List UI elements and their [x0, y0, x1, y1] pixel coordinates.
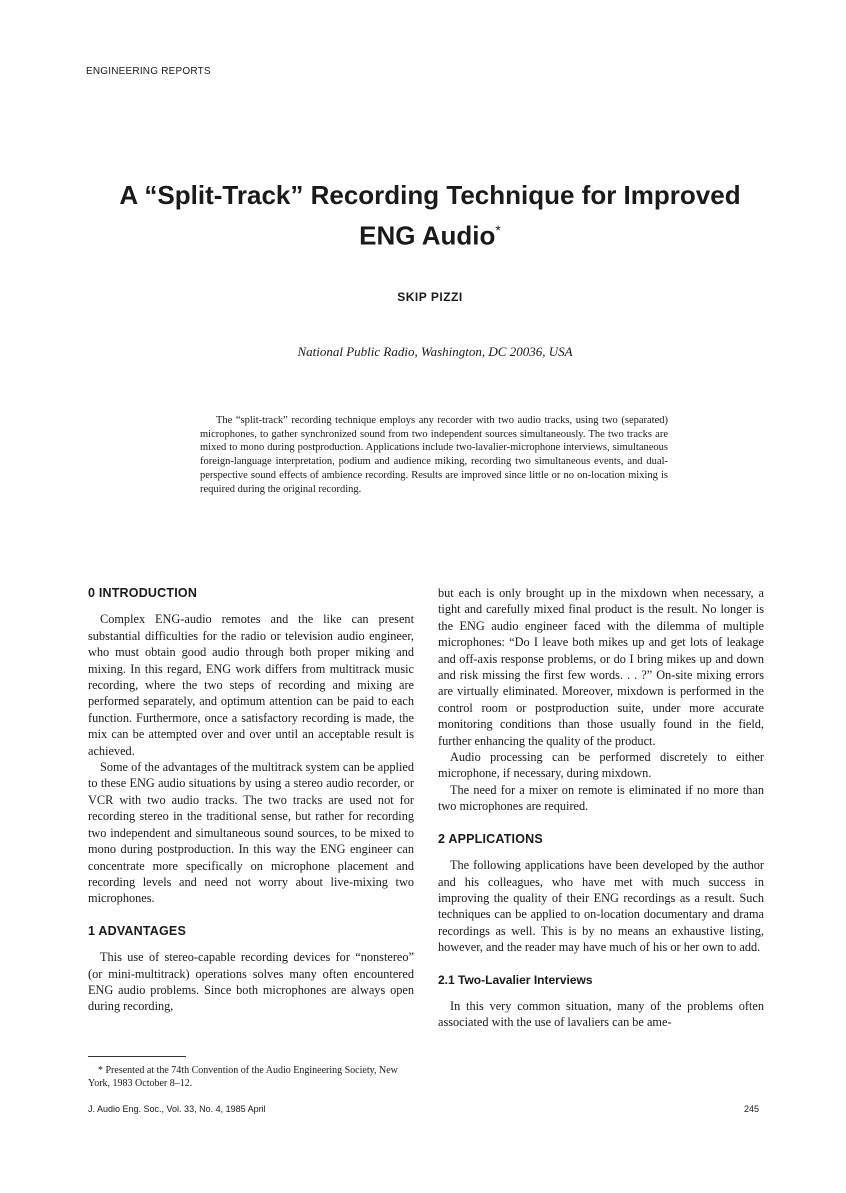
subsection-heading-two-lavalier: 2.1 Two-Lavalier Interviews — [438, 972, 593, 987]
running-head: ENGINEERING REPORTS — [86, 66, 211, 77]
author-name: SKIP PIZZI — [397, 290, 463, 304]
page-number: 245 — [743, 1104, 759, 1114]
footnote-rule — [88, 1056, 186, 1057]
title-text: A “Split-Track” Recording Technique for Improved ENG Audio — [119, 180, 741, 251]
section-heading-applications: 2 APPLICATIONS — [438, 831, 543, 846]
journal-citation: J. Audio Eng. Soc., Vol. 33, No. 4, 1985 April — [88, 1104, 266, 1114]
section-heading-introduction: 0 INTRODUCTION — [88, 586, 198, 600]
right-column — [438, 585, 764, 1031]
footnote: * Presented at the 74th Convention of the Audio Engineering Society, New York, 1983 October 8–12. — [88, 1065, 398, 1089]
affiliation: National Public Radio, Washington, DC 20036, USA — [297, 344, 573, 359]
paragraph: This use of stereo-capable recording devices for “nonstereo” (or mini-multitrack) operations solves many often encountered ENG audio problems. Since both microphones are always open during recording, — [88, 950, 414, 1014]
paragraph: Complex ENG-audio remotes and the like can present substantial difficulties for the radio or television audio engineer, who must obtain good audio through both proper miking and mixing. In this regard, ENG work differs from multitrack music recording, where the two steps of recording and mixing are performed separately, and optimum attention can be paid to each function. Furthermore, once a satisfactory recording is made, the mix can be attempted over and over until an acceptable result is achieved. — [88, 612, 414, 758]
paragraph: Audio processing can be performed discretely to either microphone, if necessary, during mixdown. — [438, 750, 764, 781]
paragraph: In this very common situation, many of the problems often associated with the use of lavaliers can be ame- — [438, 998, 764, 1030]
section-heading-advantages: 1 ADVANTAGES — [88, 923, 187, 938]
paragraph: Some of the advantages of the multitrack system can be applied to these ENG audio situations by using a stereo audio recorder, or VCR with two audio tracks. The two tracks are used not for recording stereo in the traditional sense, but rather for recording two independent and simultaneous sound sources, to be mixed to mono during postproduction. In this way the ENG engineer can concentrate more specifically on microphone placement and recording levels and need not worry about live-mixing two microphones. — [88, 760, 414, 906]
left-column — [88, 585, 414, 1015]
paragraph: The following applications have been developed by the author and his colleagues, who have met with much success in improving the quality of their ENG recordings as a result. Such techniques can be applied to on-location documentary and drama recordings as well. This is by no means an exhaustive listing, however, and the reader may have much of his or her own to add. — [438, 858, 764, 955]
paragraph: The need for a mixer on remote is eliminated if no more than two microphones are required. — [438, 782, 764, 814]
paragraph: but each is only brought up in the mixdown when necessary, a tight and carefully mixed final product is the result. No longer is the ENG audio engineer faced with the dilemma of multiple microphones: “Do I leave both mikes up and get lots of leakage and off-axis response problems, or do I bring mikes up and down and risk missing the first few words. . . ?” On-site mixing errors are virtually eliminated. Moreover, mixdown is performed in the control room or postproduction suite, under more accurate monitoring conditions than those usually found in the field, further enhancing the quality of the product. — [438, 586, 764, 748]
paper-title — [100, 178, 760, 254]
abstract: The “split-track” recording technique employs any recorder with two audio tracks, using two (separated) microphones, to gather synchronized sound from two independent sources simultaneously. The two tracks are mixed to mono during postproduction. Applications include two-lavalier-microphone interviews, simultaneous foreign-language interpretation, podium and audience miking, recording two simultaneous events, and dual-perspective sound effects of ambience recording. Results are improved since little or no on-location mixing is required during the original recording. — [200, 415, 668, 495]
title-footnote-marker: * — [495, 222, 501, 238]
